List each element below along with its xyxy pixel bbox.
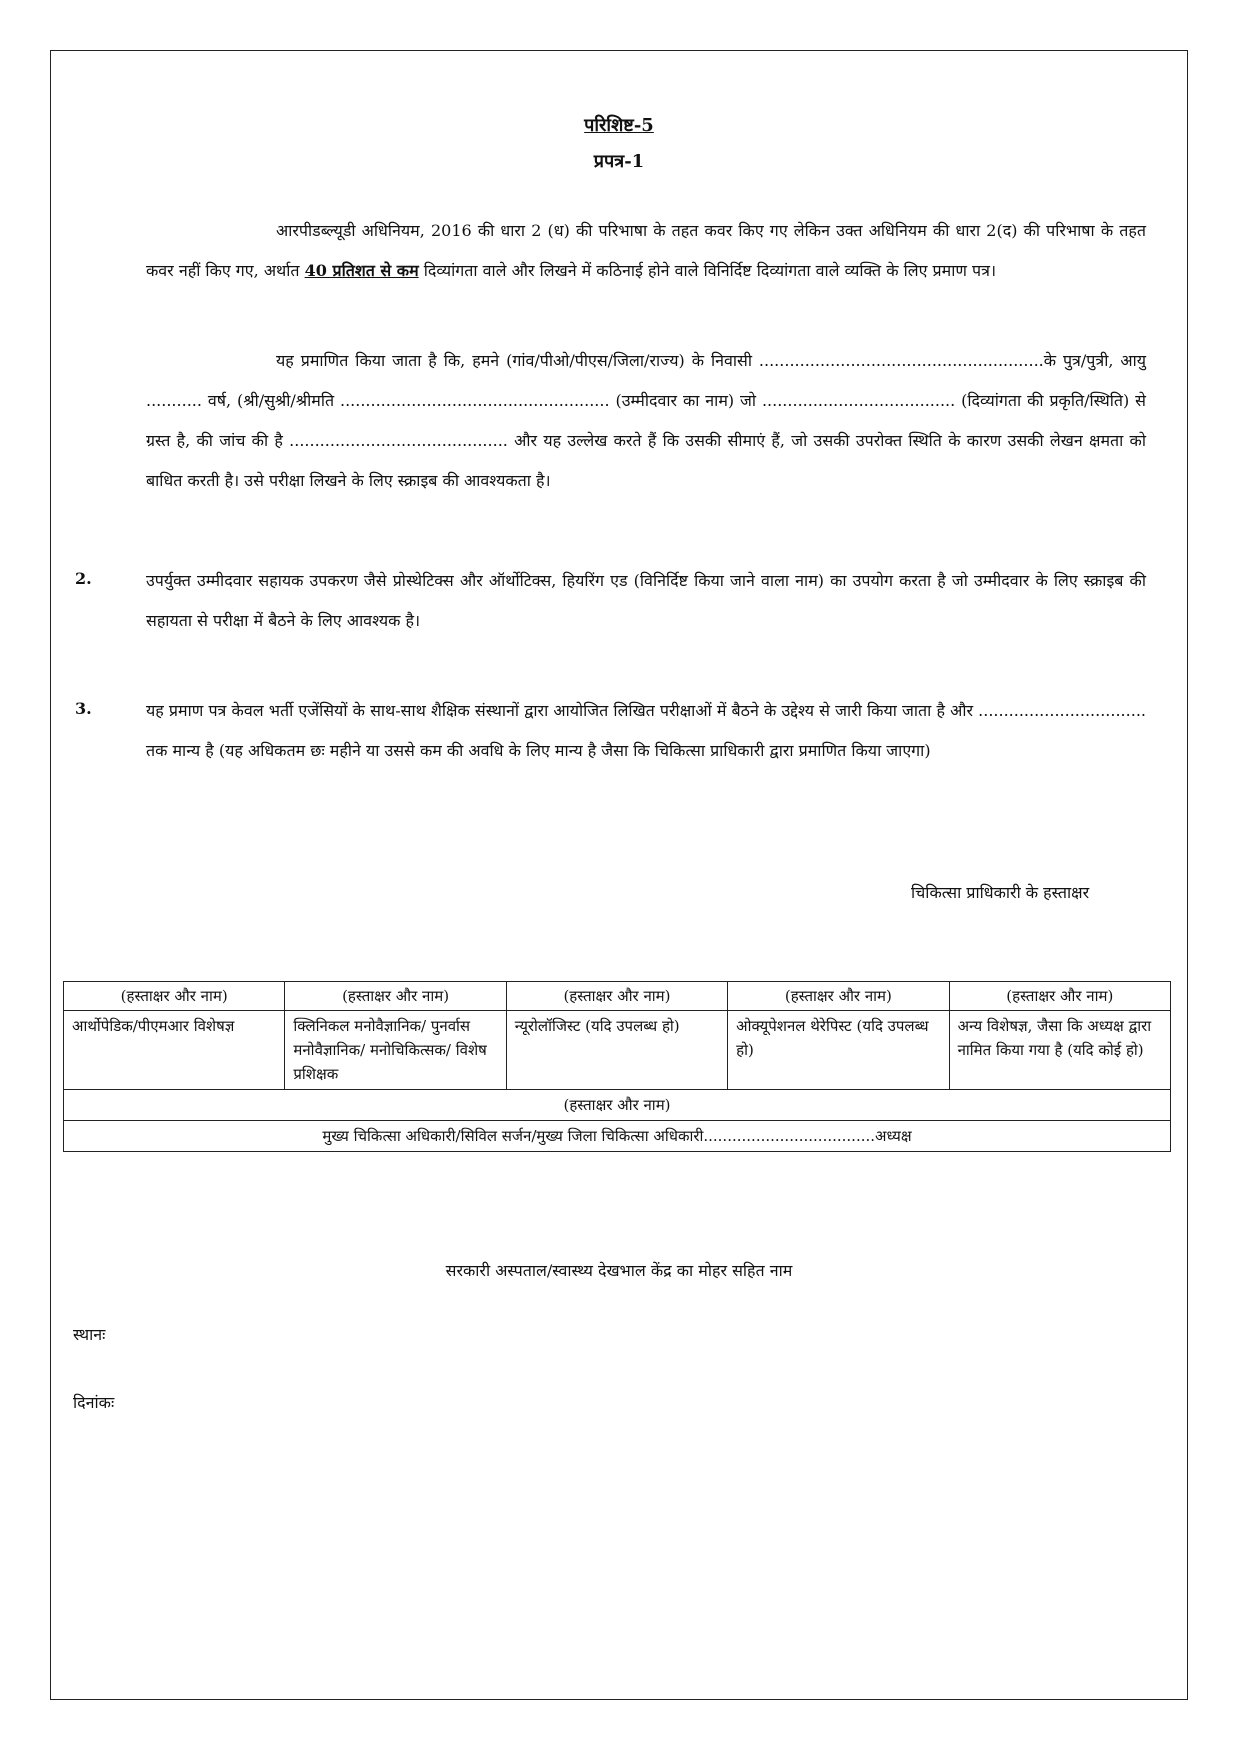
hospital-seal-line: सरकारी अस्पताल/स्वास्थ्य देखभाल केंद्र का मोहर सहित नाम — [445, 1261, 793, 1280]
page-border — [50, 50, 1188, 1700]
date-label: दिनांकः — [73, 1393, 115, 1412]
table-header-cell: (हस्ताक्षर और नाम) — [728, 982, 949, 1011]
table-header-cell: (हस्ताक्षर और नाम) — [64, 982, 285, 1011]
point-2-number: 2. — [75, 569, 92, 588]
table-header-cell: (हस्ताक्षर और नाम) — [506, 982, 727, 1011]
chair-role-cell: मुख्य चिकित्सा अधिकारी/सिविल सर्जन/मुख्य जिला चिकित्सा अधिकारी....................................अध्यक्ष — [64, 1121, 1171, 1152]
medical-authority-signature: चिकित्सा प्राधिकारी के हस्ताक्षर — [911, 883, 1090, 902]
role-orthopedic: आर्थोपेडिक/पीएमआर विशेषज्ञ — [64, 1011, 285, 1090]
point-3-number: 3. — [75, 699, 92, 718]
intro-emphasis: 40 प्रतिशत से कम — [304, 261, 419, 280]
appendix-title: परिशिष्ट-5 — [584, 115, 654, 136]
table-header-cell: (हस्ताक्षर और नाम) — [949, 982, 1170, 1011]
role-psychologist: क्लिनिकल मनोवैज्ञानिक/ पुनर्वास मनोवैज्ञानिक/ मनोचिकित्सक/ विशेष प्रशिक्षक — [285, 1011, 506, 1090]
role-other-specialist: अन्य विशेषज्ञ, जैसा कि अध्यक्ष द्वारा नामित किया गया है (यदि कोई हो) — [949, 1011, 1170, 1090]
form-title: प्रपत्र-1 — [593, 151, 645, 172]
role-occupational-therapist: ओक्यूपेशनल थेरेपिस्ट (यदि उपलब्ध हो) — [728, 1011, 949, 1090]
point-2-text: उपर्युक्त उम्मीदवार सहायक उपकरण जैसे प्रोस्थेटिक्स और ऑर्थोटिक्स, हियरिंग एड (विनिर्दिष्ट किया जाने वाला नाम) का उपयोग करता है जो उम्मीदवार के लिए स्क्राइब की सहायता से परीक्षा में बैठने के लिए आवश्यक है। — [146, 571, 1146, 630]
certification-paragraph: यह प्रमाणित किया जाता है कि, हमने (गांव/पीओ/पीएस/जिला/राज्य) के निवासी ........................................................के पुत्र/पुत्री, आयु ........... वर्ष, (श्री/सुश्री/श्रीमति ..................................................... (उम्मीदवार का नाम) जो ...................................... (दिव्यांगता की प्रकृति/स्थिति) से ग्रस्त है, की जांच की है ........................................... और यह उल्लेख करते हैं कि उसकी सीमाएं हैं, जो उसकी उपरोक्त स्थिति के कारण उसकी लेखन क्षमता को बाधित करती है। उसे परीक्षा लिखने के लिए स्क्राइब की आवश्यकता है। — [146, 351, 1146, 490]
table-header-row — [64, 982, 1171, 1011]
signature-table — [63, 981, 1171, 1152]
chair-role-row — [64, 1121, 1171, 1152]
table-role-row — [64, 1011, 1171, 1090]
role-neurologist: न्यूरोलॉजिस्ट (यदि उपलब्ध हो) — [506, 1011, 727, 1090]
point-3-text: यह प्रमाण पत्र केवल भर्ती एजेंसियों के साथ-साथ शैक्षिक संस्थानों द्वारा आयोजित लिखित परीक्षाओं में बैठने के उद्देश्य से जारी किया जाता है और ................................. तक मान्य है (यह अधिकतम छः महीने या उससे कम की अवधि के लिए मान्य है जैसा कि चिकित्सा प्राधिकारी द्वारा प्रमाणित किया जाएगा) — [146, 701, 1146, 760]
table-header-cell: (हस्ताक्षर और नाम) — [285, 982, 506, 1011]
chair-header-cell: (हस्ताक्षर और नाम) — [64, 1090, 1171, 1121]
intro-paragraph: आरपीडब्ल्यूडी अधिनियम, 2016 की धारा 2 (ध) की परिभाषा के तहत कवर किए गए लेकिन उक्त अधिनियम की धारा 2(द) की परिभाषा के तहत कवर नहीं किए गए, अर्थात 40 प्रतिशत से कम दिव्यांगता वाले और लिखने में कठिनाई होने वाले विनिर्दिष्ट दिव्यांगता वाले व्यक्ति के लिए प्रमाण पत्र। — [146, 221, 1146, 280]
chair-header-row — [64, 1090, 1171, 1121]
place-label: स्थानः — [73, 1325, 106, 1344]
